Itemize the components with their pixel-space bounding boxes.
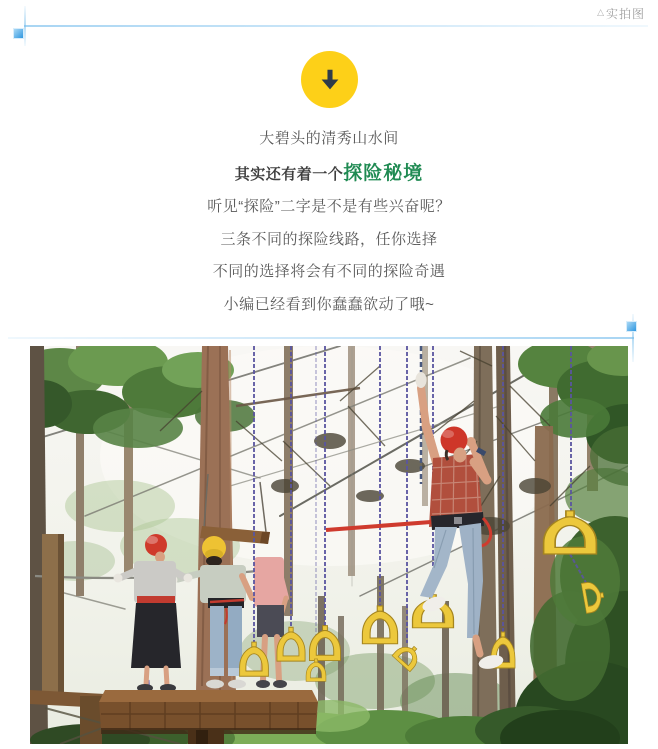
intro-line-6: 小编已经看到你蠢蠢欲动了哦~ bbox=[223, 295, 435, 313]
selection-guide-top-vline bbox=[24, 6, 26, 46]
selection-guide-photo-line bbox=[8, 337, 634, 339]
intro-line-2-prefix: 其实还有着一个 bbox=[234, 165, 344, 183]
intro-line-1: 大碧头的清秀山水间 bbox=[259, 130, 399, 147]
realshot-label: 实拍图 bbox=[605, 7, 645, 21]
intro-line-5: 不同的选择将会有不同的探险奇遇 bbox=[212, 263, 446, 281]
intro-text-block bbox=[0, 131, 658, 329]
intro-line-2-highlight: 探险秘境 bbox=[343, 162, 424, 184]
down-arrow-icon bbox=[314, 64, 346, 96]
down-arrow-badge bbox=[301, 51, 358, 108]
selection-handle-top[interactable] bbox=[13, 28, 24, 39]
adventure-photo bbox=[30, 346, 628, 744]
triangle-up-icon: △ bbox=[597, 7, 605, 17]
intro-line-2 bbox=[0, 164, 658, 185]
intro-line-4: 三条不同的探险线路，任你选择 bbox=[220, 230, 438, 248]
selection-guide-top-line bbox=[24, 25, 648, 27]
intro-line-3: 听见“探险”二字是不是有些兴奋呢？ bbox=[207, 198, 451, 216]
realshot-caption bbox=[597, 5, 645, 22]
